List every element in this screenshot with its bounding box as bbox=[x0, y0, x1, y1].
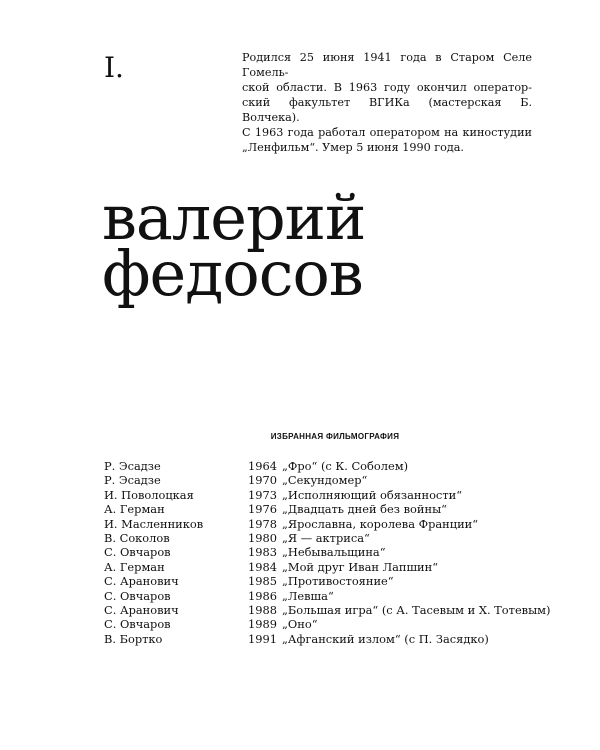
director-name: А. Герман bbox=[104, 559, 165, 574]
film-year: 1986 bbox=[248, 588, 277, 603]
film-title: „Левша“ bbox=[282, 588, 334, 603]
biography-line: ский факультет ВГИКа (мастерская Б. Волчека). bbox=[242, 96, 532, 124]
film-year: 1989 bbox=[248, 617, 277, 632]
filmography-row bbox=[104, 473, 504, 487]
filmography-row bbox=[104, 488, 504, 502]
filmography-row bbox=[104, 617, 504, 631]
filmography-list bbox=[104, 459, 551, 646]
film-title: „Исполняющий обязанности“ bbox=[282, 487, 463, 502]
director-name: С. Овчаров bbox=[104, 545, 171, 560]
director-name: С. Овчаров bbox=[104, 588, 171, 603]
film-year: 1970 bbox=[248, 473, 277, 488]
film-title: „Мой друг Иван Лапшин“ bbox=[282, 559, 439, 574]
filmography-row bbox=[104, 589, 504, 603]
director-name: Р. Эсадзе bbox=[104, 459, 161, 473]
film-year: 1978 bbox=[248, 516, 277, 531]
film-title: „Секундомер“ bbox=[282, 473, 368, 488]
filmography-row bbox=[104, 560, 504, 574]
biography-line: С 1963 года работал оператором на киностудии bbox=[242, 126, 532, 139]
film-title: „Противостояние“ bbox=[282, 574, 394, 589]
film-title: „Афганский излом“ (с П. Засядко) bbox=[282, 631, 489, 646]
director-name: А. Герман bbox=[104, 502, 165, 517]
director-name: С. Аранович bbox=[104, 603, 179, 618]
director-name: В. Соколов bbox=[104, 531, 170, 546]
biography-line: Родился 25 июня 1941 года в Старом Селе Гомель- bbox=[242, 51, 532, 79]
filmography-row bbox=[104, 632, 504, 646]
director-name: В. Бортко bbox=[104, 631, 163, 646]
biography-paragraph bbox=[242, 50, 532, 155]
film-title: „Двадцать дней без войны“ bbox=[282, 502, 447, 517]
filmography-row bbox=[104, 545, 504, 559]
filmography-row bbox=[104, 502, 504, 516]
film-title: „Небывальщина“ bbox=[282, 545, 386, 560]
film-title: „Я — актриса“ bbox=[282, 531, 370, 546]
filmography-row bbox=[104, 517, 504, 531]
film-year: 1988 bbox=[248, 603, 277, 618]
filmography-row bbox=[104, 603, 551, 618]
filmography-heading: ИЗБРАННАЯ ФИЛЬМОГРАФИЯ bbox=[270, 432, 400, 441]
film-title: „Большая игра“ (с А. Тасевым и Х. Тотевым) bbox=[282, 603, 551, 618]
director-name: И. Поволоцкая bbox=[104, 487, 194, 502]
film-title: „Ярославна, королева Франции“ bbox=[282, 516, 479, 531]
film-title: „Фро“ (с К. Соболем) bbox=[282, 459, 409, 473]
director-name: Р. Эсадзе bbox=[104, 473, 161, 488]
film-year: 1991 bbox=[248, 631, 277, 646]
film-title: „Оно“ bbox=[282, 617, 318, 632]
last-name: федосов bbox=[102, 237, 363, 310]
filmography-row bbox=[104, 531, 504, 545]
biography-line: ской области. В 1963 году окончил оператор- bbox=[242, 81, 532, 94]
film-year: 1984 bbox=[248, 559, 277, 574]
director-name: С. Аранович bbox=[104, 574, 179, 589]
film-year: 1985 bbox=[248, 574, 277, 589]
chapter-number: I. bbox=[104, 51, 124, 84]
person-name-heading bbox=[102, 181, 366, 310]
biography-line: „Ленфильм“. Умер 5 июня 1990 года. bbox=[242, 141, 464, 154]
film-year: 1983 bbox=[248, 545, 277, 560]
first-name: валерий bbox=[102, 181, 366, 254]
film-year: 1964 bbox=[248, 459, 277, 473]
film-year: 1973 bbox=[248, 487, 277, 502]
director-name: И. Масленников bbox=[104, 516, 204, 531]
filmography-row bbox=[104, 459, 504, 473]
director-name: С. Овчаров bbox=[104, 617, 171, 632]
film-year: 1976 bbox=[248, 502, 277, 517]
filmography-row bbox=[104, 574, 504, 588]
film-year: 1980 bbox=[248, 531, 277, 546]
